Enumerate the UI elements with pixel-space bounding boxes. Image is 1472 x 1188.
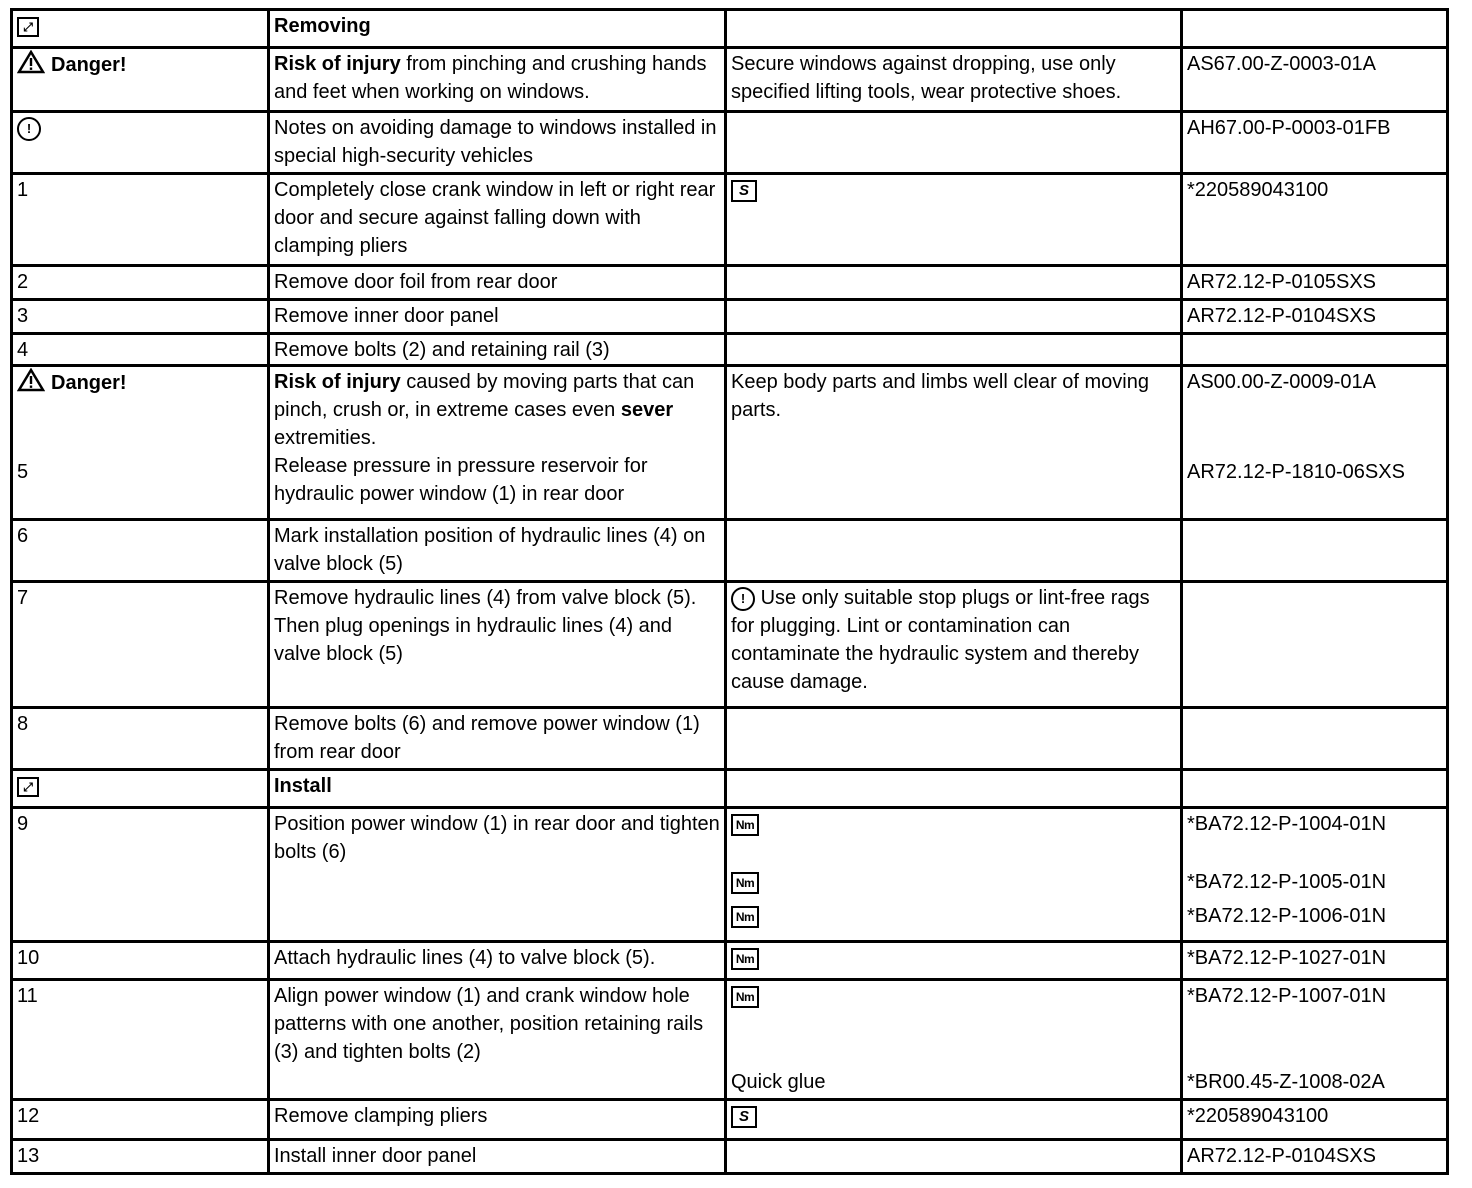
reference-link[interactable]: AR72.12-P-0105SXS: [1187, 271, 1377, 293]
step-number: 7: [12, 582, 269, 708]
danger-label: Danger!: [51, 54, 127, 77]
risk-description: from pinching and crushing hands and feet when working on windows.: [274, 53, 707, 103]
table-row: [12, 266, 1448, 300]
procedure-table: [10, 8, 1449, 1175]
note-text: Use only suitable stop plugs or lint-free rags for plugging. Lint or contamination can contaminate the hydraulic system and thereby cause damage.: [731, 587, 1150, 693]
section-title-install: Install: [274, 775, 332, 797]
table-row: [12, 582, 1448, 708]
torque-nm-icon: Nm: [731, 986, 759, 1008]
special-tool-icon: S: [731, 1106, 757, 1128]
note-icon: !: [17, 117, 41, 141]
risk-severity-label: sever: [620, 399, 674, 421]
step-text: Remove door foil from rear door: [274, 271, 558, 293]
step-text: Remove clamping pliers: [274, 1105, 488, 1127]
reference-link[interactable]: *220589043100: [1187, 1105, 1329, 1127]
step-number: 1: [12, 174, 269, 266]
step-number: 9: [12, 808, 269, 942]
reference-link[interactable]: *BA72.12-P-1027-01N: [1187, 947, 1387, 969]
step-text: Install inner door panel: [274, 1145, 477, 1167]
step-text: Position power window (1) in rear door and tighten bolts (6): [274, 813, 720, 863]
install-symbol-icon: ⤢: [17, 777, 39, 797]
table-row: [12, 334, 1448, 366]
step-number: 11: [12, 980, 269, 1100]
step-text: Remove hydraulic lines (4) from valve block (5). Then plug openings in hydraulic lines (4) and valve block (5): [274, 587, 697, 665]
risk-description-end: extremities.: [274, 427, 377, 449]
torque-nm-icon: Nm: [731, 906, 759, 928]
removing-symbol-icon: ⤢: [17, 17, 39, 37]
reference-link[interactable]: AH67.00-P-0003-01FB: [1187, 117, 1391, 139]
note-icon: !: [731, 587, 755, 611]
torque-nm-icon: Nm: [731, 872, 759, 894]
step-number: 5: [17, 461, 29, 483]
warning-triangle-icon: [17, 368, 45, 400]
table-row: [12, 942, 1448, 980]
material-label: Quick glue: [731, 1071, 826, 1093]
table-row: [12, 48, 1448, 112]
table-row: [12, 770, 1448, 808]
step-text: Mark installation position of hydraulic lines (4) on valve block (5): [274, 525, 706, 575]
step-text: Completely close crank window in left or right rear door and secure against falling down with clamping pliers: [274, 179, 716, 257]
table-row: [12, 366, 1448, 520]
reference-link[interactable]: AR72.12-P-0104SXS: [1187, 305, 1377, 327]
step-number: 13: [12, 1140, 269, 1174]
safety-measure: Secure windows against dropping, use only specified lifting tools, wear protective shoes.: [731, 53, 1122, 103]
table-row: [12, 1140, 1448, 1174]
table-row: [12, 520, 1448, 582]
step-number: 12: [12, 1100, 269, 1140]
table-row: [12, 808, 1448, 942]
table-row: [12, 980, 1448, 1100]
torque-nm-icon: Nm: [731, 814, 759, 836]
step-number: 10: [12, 942, 269, 980]
danger-label: Danger!: [51, 372, 127, 395]
table-row: [12, 10, 1448, 48]
reference-link[interactable]: AS67.00-Z-0003-01A: [1187, 53, 1377, 75]
reference-link[interactable]: AR72.12-P-0104SXS: [1187, 1145, 1377, 1167]
table-row: [12, 708, 1448, 770]
special-tool-icon: S: [731, 180, 757, 202]
reference-link[interactable]: *BA72.12-P-1004-01N: [1187, 813, 1387, 835]
step-text: Remove bolts (6) and remove power window (1) from rear door: [274, 713, 700, 763]
risk-description: caused by moving parts that can pinch, crush or, in extreme cases even: [274, 371, 695, 421]
reference-link[interactable]: *220589043100: [1187, 179, 1329, 201]
reference-link[interactable]: AR72.12-P-1810-06SXS: [1187, 461, 1405, 483]
reference-link[interactable]: AS00.00-Z-0009-01A: [1187, 371, 1377, 393]
step-text: Release pressure in pressure reservoir for hydraulic power window (1) in rear door: [274, 455, 648, 505]
reference-link[interactable]: *BR00.45-Z-1008-02A: [1187, 1071, 1385, 1093]
step-number: 2: [12, 266, 269, 300]
table-row: [12, 300, 1448, 334]
step-number: 6: [12, 520, 269, 582]
step-number: 4: [12, 334, 269, 366]
table-row: [12, 112, 1448, 174]
risk-of-injury-label: Risk of injury: [274, 53, 401, 75]
step-text: Attach hydraulic lines (4) to valve block (5).: [274, 947, 656, 969]
torque-nm-icon: Nm: [731, 948, 759, 970]
warning-triangle-icon: [17, 50, 45, 82]
step-text: Remove bolts (2) and retaining rail (3): [274, 339, 610, 361]
section-title-removing: Removing: [274, 15, 371, 37]
step-number: 3: [12, 300, 269, 334]
safety-measure: Keep body parts and limbs well clear of moving parts.: [731, 371, 1149, 421]
note-text: Notes on avoiding damage to windows installed in special high-security vehicles: [274, 117, 717, 167]
step-text: Align power window (1) and crank window hole patterns with one another, position retaining rails (3) and tighten bolts (2): [274, 985, 704, 1063]
reference-link[interactable]: *BA72.12-P-1005-01N: [1187, 871, 1387, 893]
table-row: [12, 1100, 1448, 1140]
reference-link[interactable]: *BA72.12-P-1006-01N: [1187, 905, 1387, 927]
step-number: 8: [12, 708, 269, 770]
risk-of-injury-label: Risk of injury: [274, 371, 401, 393]
table-row: [12, 174, 1448, 266]
step-text: Remove inner door panel: [274, 305, 499, 327]
reference-link[interactable]: *BA72.12-P-1007-01N: [1187, 985, 1387, 1007]
